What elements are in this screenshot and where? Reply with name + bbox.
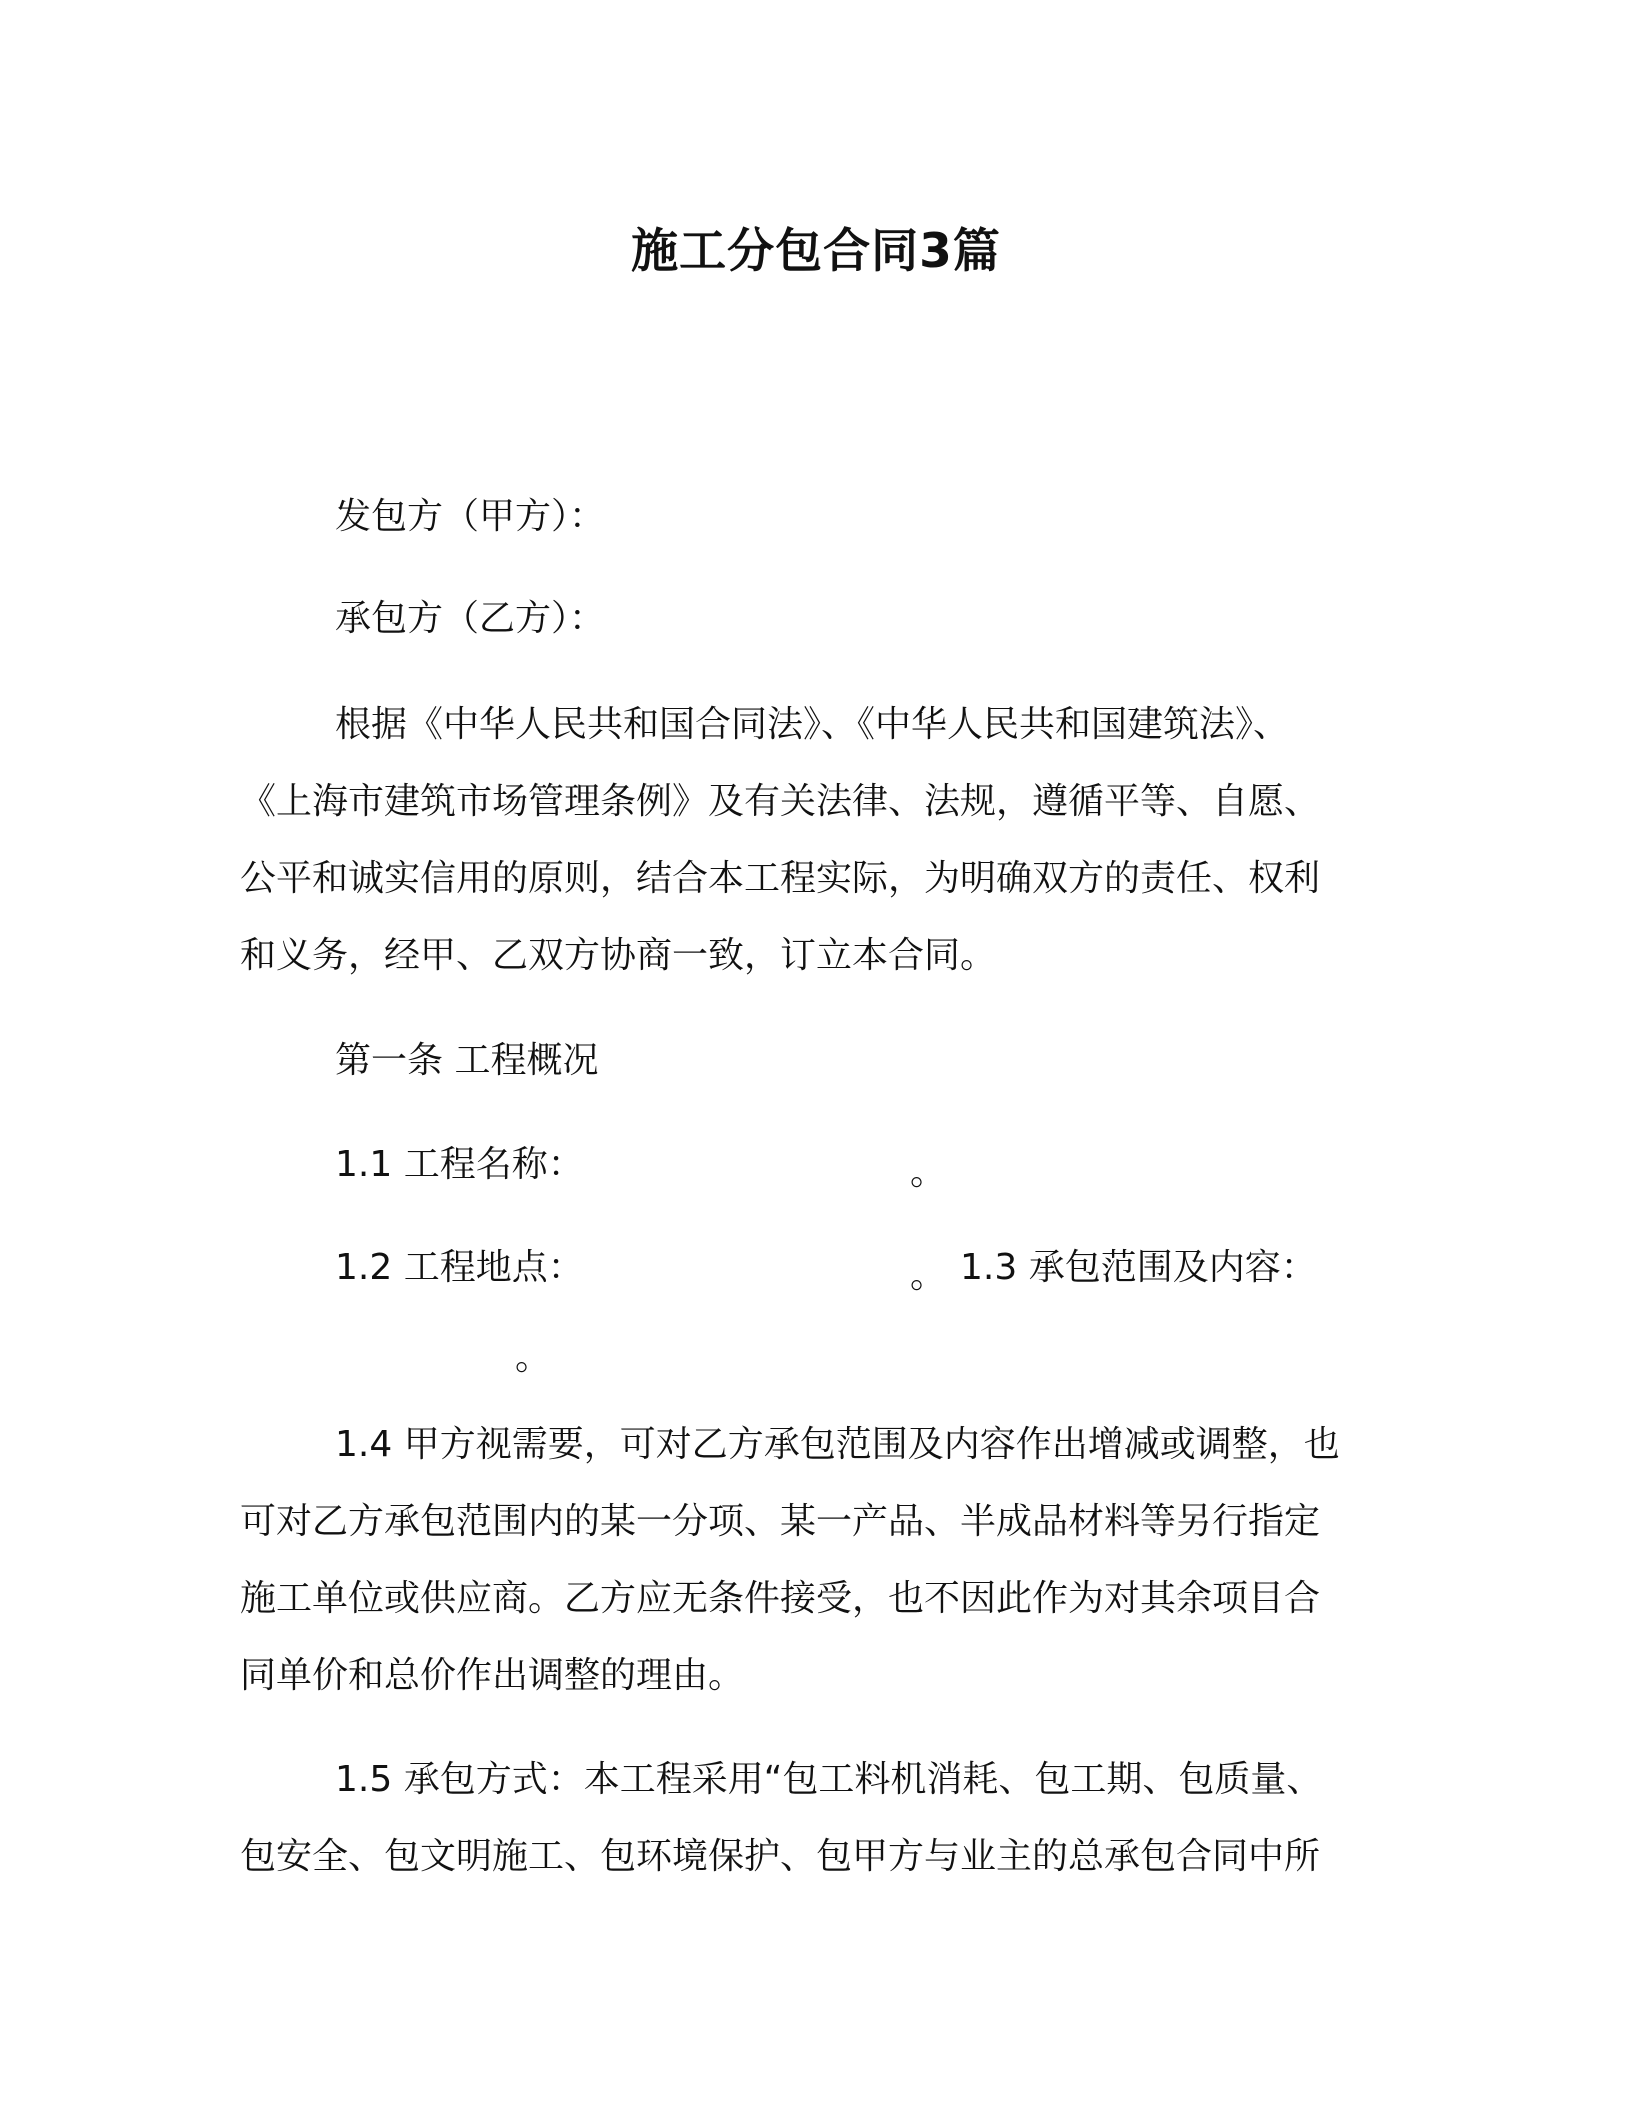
item-1-4-line-1: 1.4 甲方视需要，可对乙方承包范围及内容作出增减或调整，也 <box>335 1424 1340 1465</box>
party-b-label: 承包方（乙方）： <box>335 598 606 639</box>
party-a-label: 发包方（甲方）： <box>335 496 606 537</box>
preamble-line-1: 根据《中华人民共和国合同法》、《中华人民共和国建筑法》、 <box>335 704 1290 745</box>
preamble-line-2: 《上海市建筑市场管理条例》及有关法律、法规，遵循平等、自愿、 <box>240 781 1321 822</box>
item-1-1-end: 。 <box>910 1152 947 1193</box>
item-1-2-end: 。 <box>910 1255 947 1296</box>
document-title: 施工分包合同3篇 <box>631 224 1001 279</box>
preamble-line-3: 公平和诚实信用的原则，结合本工程实际，为明确双方的责任、权利 <box>240 858 1321 899</box>
preamble-line-4: 和义务，经甲、乙双方协商一致，订立本合同。 <box>240 935 997 976</box>
item-1-3-end: 。 <box>515 1337 552 1378</box>
item-1-5-line-2: 包安全、包文明施工、包环境保护、包甲方与业主的总承包合同中所 <box>240 1836 1321 1877</box>
item-1-4-line-3: 施工单位或供应商。乙方应无条件接受，也不因此作为对其余项目合 <box>240 1578 1321 1619</box>
item-1-4-line-4: 同单价和总价作出调整的理由。 <box>240 1655 745 1696</box>
item-1-4-line-2: 可对乙方承包范围内的某一分项、某一产品、半成品材料等另行指定 <box>240 1501 1321 1542</box>
item-1-2-label: 1.2 工程地点： <box>335 1247 584 1288</box>
item-1-5-line-1: 1.5 承包方式：本工程采用“包工料机消耗、包工期、包质量、 <box>335 1759 1323 1800</box>
article-1-heading: 第一条 工程概况 <box>335 1040 599 1081</box>
item-1-3-label: 1.3 承包范围及内容： <box>960 1247 1317 1288</box>
item-1-1-label: 1.1 工程名称： <box>335 1144 584 1185</box>
